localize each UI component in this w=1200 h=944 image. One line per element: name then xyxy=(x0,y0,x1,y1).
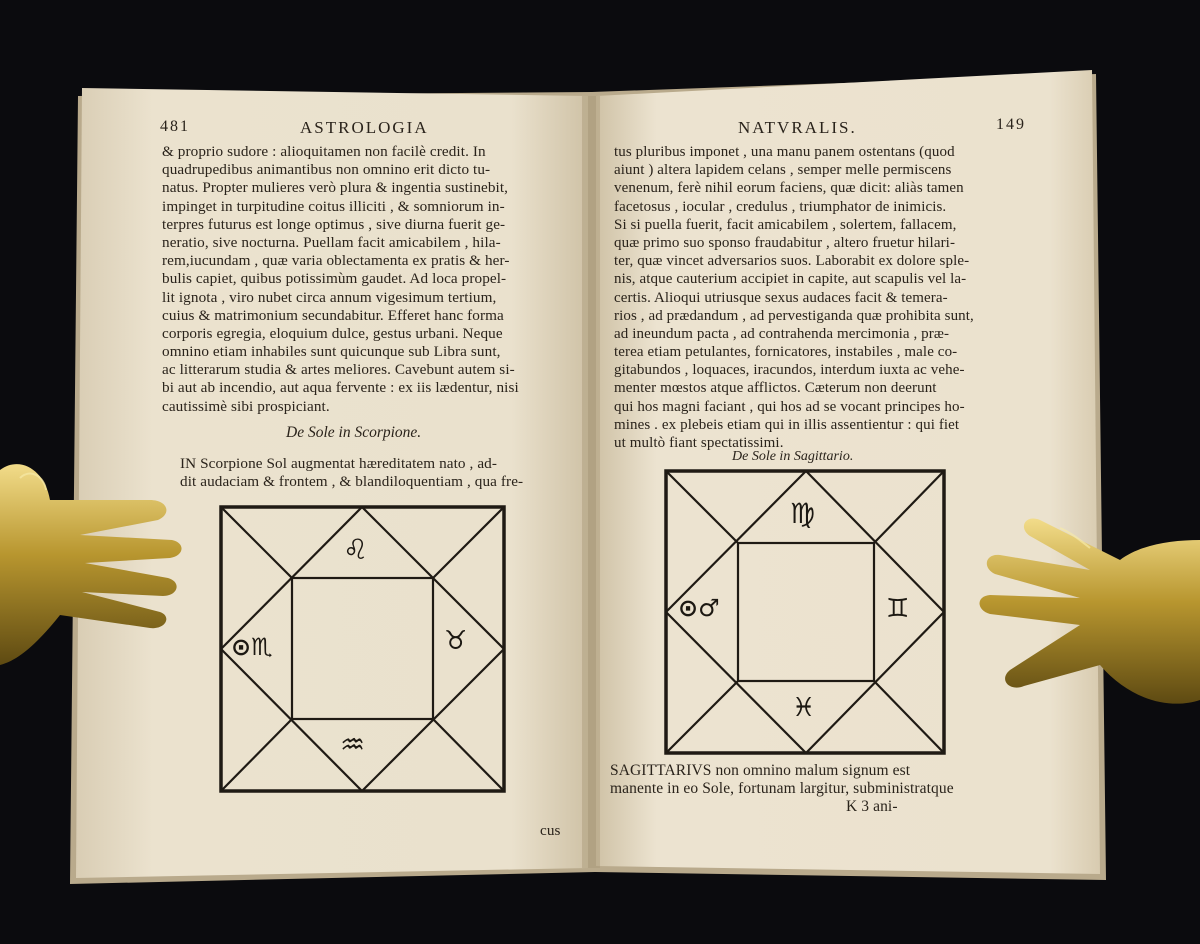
text-line: Si si puella fuerit, facit amicabilem , solertem, fallacem, xyxy=(614,216,957,233)
pisces-icon: ♓ xyxy=(792,693,816,723)
text-line: quadrupedibus animantibus non omnino erit dicto tu- xyxy=(162,161,491,179)
text-line: IN Scorpione Sol augmentat hæreditatem nato , ad- xyxy=(180,455,498,472)
text-line: natus. Propter mulieres verò plura & ingentia sustinebit, xyxy=(162,179,509,197)
text-line: gitabundos , loquaces, iracundos, interdum iuxta ac vehe- xyxy=(614,362,965,379)
text-line: SAGITTARIVS non omnino malum signum est xyxy=(610,762,911,779)
text-line: cuius & matrimonium secundabitur. Efferet hanc forma xyxy=(162,306,504,324)
right-section-heading: De Sole in Sagittario. xyxy=(732,449,854,464)
text-line: lit ignota , viro nubet circa annum vigesimum tertium, xyxy=(162,288,497,306)
right-bottom-text xyxy=(610,762,954,817)
text-line: & proprio sudore : alioquitamen non facilè credit. In xyxy=(162,143,486,160)
text-line: qui hos magni faciant , qui hos ad se vocant principes ho- xyxy=(614,398,965,415)
sun-mars-icon: ⊙♂ xyxy=(678,594,720,622)
leo-icon: ♌ xyxy=(343,533,369,566)
aquarius-icon: ♒ xyxy=(340,728,366,761)
gemini-icon: ♊ xyxy=(886,594,910,624)
gutter xyxy=(582,96,600,868)
text-line: rios , ad prædandum , ad pervestiganda quæ prohibita sunt, xyxy=(614,307,974,324)
text-line: certis. Alioqui utriusque sexus audaces facit & temera- xyxy=(614,289,948,306)
text-line: terea etiam petulantes, fornicatores, instabiles , male co- xyxy=(614,344,958,361)
text-line: K 3 ani- xyxy=(846,798,898,816)
text-line: neratio, sive nocturna. Puellam facit amicabilem , hila- xyxy=(162,233,501,251)
sun-scorpio-icon: ⊙♏ xyxy=(231,633,273,661)
text-line: corporis egregia, eloquium dulce, gestus urbani. Neque xyxy=(162,324,503,342)
text-line: omnino etiam inhabiles sunt quicunque sub Libra sunt, xyxy=(162,343,501,361)
right-body-text xyxy=(614,143,974,452)
text-line: facetosus , iocular , credulus , triumphator de inimicis. xyxy=(614,198,947,215)
text-line: aiunt ) altera lapidem celans , semper melle permiscens xyxy=(614,162,952,179)
left-running-head: ASTROLOGIA xyxy=(300,118,429,137)
text-line: ac litterarum studia & artes meliores. Cavebunt autem si- xyxy=(162,361,515,379)
left-section-heading: De Sole in Scorpione. xyxy=(286,424,422,441)
taurus-icon: ♉ xyxy=(444,626,468,656)
right-page-number: 149 xyxy=(996,116,1026,133)
text-line: rem,iucundam , quæ varia oblectamenta ex pratis & her- xyxy=(162,252,510,270)
right-running-head: NATVRALIS. xyxy=(738,118,857,137)
text-line: nis, atque cauterium accipiet in capite, aut scapulis vel la- xyxy=(614,271,967,288)
text-line: manente in eo Sole, fortunam largitur, subministratque xyxy=(610,780,954,798)
text-line: menter mœstos atque afflictos. Cæterum non deerunt xyxy=(614,380,937,397)
text-line: bi aut ab incendio, aut aqua fervente : ex iis lædentur, nisi xyxy=(162,379,519,397)
text-line: mines . ex plebeis etiam qui in illis assentientur : qui fiet xyxy=(614,416,960,433)
left-catchword: cus xyxy=(540,822,561,839)
text-line: ad ineundum pacta , ad contrahenda mercimonia , præ- xyxy=(614,325,950,342)
text-line: ter, quæ vincet adversarios suos. Laborabit ex dolore sple- xyxy=(614,253,970,270)
text-line: impinget in turpitudine coitus illiciti , & somniorum in- xyxy=(162,197,505,215)
left-body-text xyxy=(162,143,519,416)
text-line: tus pluribus imponet , una manu panem ostentans (quod xyxy=(614,144,955,160)
text-line: cautissimè sibi prospiciant. xyxy=(162,397,330,415)
text-line: dit audaciam & frontem , & blandiloquentiam , qua fre- xyxy=(180,473,524,491)
text-line: ut multò fiant spectatissimi. xyxy=(614,435,784,451)
virgo-icon: ♍ xyxy=(790,497,816,530)
left-page-number: 481 xyxy=(160,118,190,135)
text-line: venenum, ferè nihil eorum faciens, quæ dicit: aliàs tamen xyxy=(614,180,964,197)
text-line: quæ primo suo sponso fraudabitur , altero fruetur hilari- xyxy=(614,234,956,251)
text-line: bulis capiet, quibus potissimùm gaudet. Ad loca propel- xyxy=(162,270,507,288)
left-section-text xyxy=(180,455,523,491)
text-line: terpres futurus est longe optimus , sive diurna fuerit ge- xyxy=(162,215,506,233)
